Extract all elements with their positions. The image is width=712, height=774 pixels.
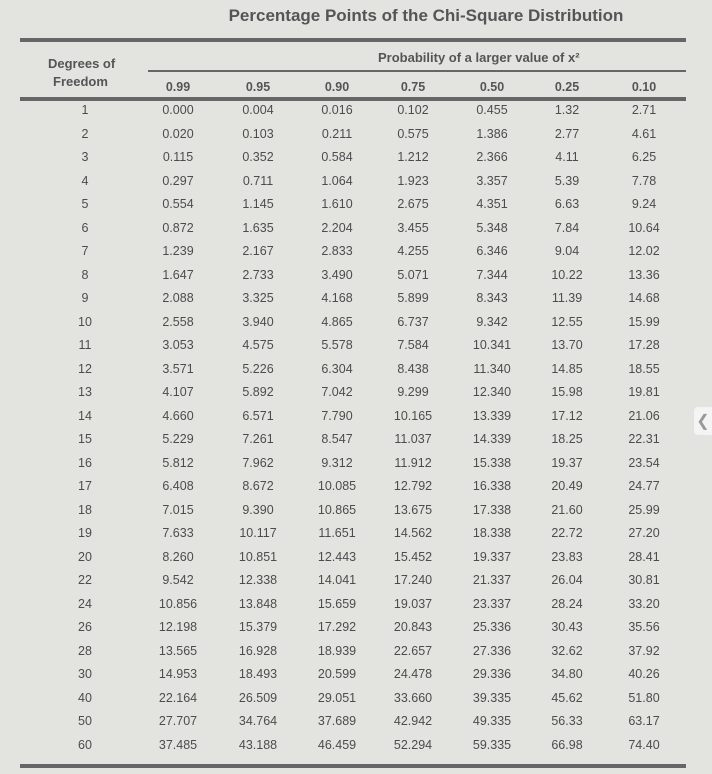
table-row: [0, 221, 712, 241]
value-cell: 14.85: [551, 361, 583, 376]
df-cell: 40: [78, 690, 92, 705]
table-row: [0, 103, 712, 123]
value-cell: 16.928: [238, 643, 278, 658]
value-cell: 0.584: [321, 150, 353, 164]
table-row: [0, 362, 712, 382]
top-rule: [20, 38, 686, 42]
value-cell: 12.198: [158, 620, 198, 634]
value-cell: 18.338: [472, 526, 512, 540]
value-cell: 4.255: [397, 244, 429, 258]
value-cell: 56.33: [551, 714, 583, 728]
value-cell: 40.26: [628, 667, 660, 681]
df-cell: 11: [78, 338, 92, 352]
value-cell: 5.229: [162, 432, 194, 446]
value-cell: 10.117: [239, 526, 277, 540]
value-cell: 33.660: [393, 690, 433, 705]
value-cell: 10.341: [472, 338, 512, 352]
value-cell: 34.764: [238, 714, 278, 728]
value-cell: 3.357: [476, 173, 508, 188]
table-row: [0, 691, 712, 711]
value-cell: 1.064: [321, 173, 353, 188]
value-cell: 13.70: [551, 338, 583, 352]
value-cell: 25.336: [472, 620, 512, 634]
value-cell: 9.299: [397, 385, 429, 399]
value-cell: 28.24: [551, 596, 583, 611]
value-cell: 7.344: [476, 267, 508, 282]
table-row: [0, 526, 712, 546]
value-cell: 21.06: [628, 408, 660, 423]
df-cell: 2: [81, 126, 89, 141]
table-row: [0, 620, 712, 640]
value-cell: 10.085: [317, 479, 357, 493]
value-cell: 0.211: [321, 126, 353, 141]
value-cell: 8.547: [321, 432, 353, 446]
value-cell: 5.578: [321, 338, 353, 352]
df-cell: 6: [81, 220, 89, 235]
value-cell: 2.204: [321, 220, 353, 235]
value-cell: 10.851: [238, 549, 278, 564]
value-cell: 2.167: [242, 244, 274, 258]
value-cell: 0.020: [162, 126, 194, 141]
value-cell: 17.28: [628, 338, 660, 352]
value-cell: 8.672: [242, 479, 274, 493]
value-cell: 14.041: [317, 573, 357, 587]
value-cell: 32.62: [551, 643, 583, 658]
table-row: [0, 197, 712, 217]
value-cell: 46.459: [317, 737, 357, 752]
df-cell: 14: [78, 408, 92, 423]
value-cell: 30.81: [628, 573, 660, 587]
value-cell: 37.689: [317, 714, 357, 728]
value-cell: 59.335: [472, 737, 512, 752]
value-cell: 5.071: [397, 267, 429, 282]
value-cell: 4.168: [321, 291, 353, 305]
df-cell: 15: [78, 432, 92, 446]
value-cell: 0.102: [397, 103, 429, 117]
table-row: [0, 738, 712, 758]
df-cell: 18: [78, 502, 92, 517]
value-cell: 0.103: [242, 126, 274, 141]
value-cell: 8.260: [162, 549, 194, 564]
df-cell: 22: [78, 573, 92, 587]
value-cell: 43.188: [238, 737, 278, 752]
df-cell: 3: [81, 150, 89, 164]
value-cell: 23.83: [551, 549, 583, 564]
value-cell: 14.68: [628, 291, 660, 305]
value-cell: 0.455: [476, 103, 508, 117]
value-cell: 20.49: [551, 479, 583, 493]
value-cell: 27.336: [472, 643, 512, 658]
value-cell: 25.99: [628, 502, 660, 517]
value-cell: 27.20: [628, 526, 660, 540]
value-cell: 7.790: [321, 408, 353, 423]
header-rule: [20, 97, 686, 101]
value-cell: 11.037: [394, 432, 432, 446]
value-cell: 10.64: [628, 220, 660, 235]
df-cell: 13: [78, 385, 92, 399]
df-cell: 30: [78, 667, 92, 681]
value-cell: 15.659: [317, 596, 357, 611]
value-cell: 12.55: [551, 314, 583, 329]
value-cell: 10.22: [551, 267, 583, 282]
value-cell: 3.571: [162, 361, 194, 376]
value-cell: 17.338: [472, 502, 512, 517]
value-cell: 10.165: [393, 408, 433, 423]
value-cell: 19.037: [393, 596, 433, 611]
value-cell: 14.562: [393, 526, 433, 540]
value-cell: 11.340: [473, 361, 511, 376]
value-cell: 16.338: [472, 479, 512, 493]
value-cell: 0.115: [162, 150, 194, 164]
df-cell: 9: [81, 291, 89, 305]
value-cell: 12.792: [393, 479, 433, 493]
value-cell: 17.12: [551, 408, 583, 423]
bottom-rule: [20, 764, 686, 768]
value-cell: 23.54: [628, 455, 660, 470]
value-cell: 13.565: [158, 643, 198, 658]
value-cell: 33.20: [628, 596, 660, 611]
value-cell: 0.004: [242, 103, 274, 117]
value-cell: 15.379: [238, 620, 278, 634]
value-cell: 18.939: [317, 643, 357, 658]
value-cell: 20.843: [393, 620, 433, 634]
value-cell: 37.92: [628, 643, 660, 658]
column-header: 0.75: [400, 80, 426, 94]
table-row: [0, 550, 712, 570]
value-cell: 7.261: [242, 432, 274, 446]
value-cell: 2.366: [476, 150, 508, 164]
value-cell: 22.31: [628, 432, 660, 446]
value-cell: 0.554: [162, 197, 194, 211]
value-cell: 24.478: [393, 667, 433, 681]
value-cell: 5.348: [476, 220, 508, 235]
value-cell: 1.145: [242, 197, 274, 211]
value-cell: 4.660: [162, 408, 194, 423]
value-cell: 0.352: [242, 150, 274, 164]
value-cell: 6.737: [397, 314, 429, 329]
value-cell: 5.812: [162, 455, 194, 470]
value-cell: 7.584: [397, 338, 429, 352]
value-cell: 17.292: [317, 620, 357, 634]
value-cell: 63.17: [628, 714, 660, 728]
value-cell: 7.042: [321, 385, 353, 399]
value-cell: 2.71: [631, 103, 657, 117]
value-cell: 6.25: [631, 150, 657, 164]
column-header: 0.10: [631, 80, 657, 94]
value-cell: 10.856: [158, 596, 198, 611]
df-label-line2: Freedom: [53, 74, 108, 89]
value-cell: 19.37: [551, 455, 583, 470]
table-row: [0, 432, 712, 452]
table-row: [0, 714, 712, 734]
value-cell: 7.78: [631, 173, 657, 188]
value-cell: 74.40: [628, 737, 660, 752]
value-cell: 66.98: [551, 737, 583, 752]
table-row: [0, 268, 712, 288]
value-cell: 9.312: [321, 455, 353, 470]
value-cell: 28.41: [628, 549, 660, 564]
value-cell: 0.575: [397, 126, 429, 141]
df-cell: 10: [78, 314, 92, 329]
value-cell: 1.923: [397, 173, 429, 188]
value-cell: 3.490: [321, 267, 353, 282]
value-cell: 22.72: [551, 526, 583, 540]
table-row: [0, 667, 712, 687]
value-cell: 4.107: [162, 385, 194, 399]
value-cell: 19.81: [628, 385, 660, 399]
column-header: 0.90: [324, 80, 350, 94]
table-row: [0, 456, 712, 476]
df-cell: 5: [81, 197, 89, 211]
df-cell: 60: [78, 737, 92, 752]
table-row: [0, 644, 712, 664]
value-cell: 8.343: [476, 291, 508, 305]
value-cell: 0.016: [321, 103, 353, 117]
df-cell: 26: [78, 620, 92, 634]
value-cell: 19.337: [472, 549, 512, 564]
table-row: [0, 244, 712, 264]
column-header: 0.95: [245, 80, 271, 94]
value-cell: 0.872: [162, 220, 194, 235]
value-cell: 29.051: [317, 690, 357, 705]
value-cell: 21.60: [551, 502, 583, 517]
value-cell: 11.39: [551, 291, 583, 305]
value-cell: 14.953: [158, 667, 198, 681]
value-cell: 6.304: [321, 361, 353, 376]
value-cell: 4.575: [242, 338, 274, 352]
value-cell: 13.848: [238, 596, 278, 611]
value-cell: 3.940: [242, 314, 274, 329]
value-cell: 11.651: [318, 526, 356, 540]
column-header: 0.99: [165, 80, 191, 94]
df-cell: 19: [78, 526, 92, 540]
column-header: 0.25: [554, 80, 580, 94]
value-cell: 24.77: [628, 479, 660, 493]
value-cell: 5.39: [554, 173, 580, 188]
column-header: 0.50: [479, 80, 505, 94]
df-cell: 16: [78, 455, 92, 470]
table-title: Percentage Points of the Chi-Square Distribution: [228, 6, 624, 25]
value-cell: 4.61: [631, 126, 657, 141]
value-cell: 5.892: [242, 385, 274, 399]
table-row: [0, 150, 712, 170]
value-cell: 1.635: [242, 220, 274, 235]
table-row: [0, 315, 712, 335]
value-cell: 6.408: [162, 479, 194, 493]
value-cell: 15.452: [393, 549, 433, 564]
table-row: [0, 291, 712, 311]
value-cell: 9.342: [476, 314, 508, 329]
value-cell: 7.84: [554, 220, 580, 235]
value-cell: 26.04: [551, 573, 583, 587]
value-cell: 22.164: [158, 690, 198, 705]
df-cell: 28: [78, 643, 92, 658]
value-cell: 11.912: [394, 455, 432, 470]
value-cell: 6.63: [554, 197, 580, 211]
table-row: [0, 385, 712, 405]
df-cell: 1: [81, 103, 89, 117]
value-cell: 14.339: [472, 432, 512, 446]
df-cell: 17: [78, 479, 92, 493]
value-cell: 1.647: [162, 267, 194, 282]
value-cell: 52.294: [393, 737, 433, 752]
value-cell: 4.351: [476, 197, 508, 211]
value-cell: 0.000: [162, 103, 194, 117]
table-row: [0, 127, 712, 147]
probability-label: Probability of a larger value of x²: [378, 50, 580, 65]
value-cell: 13.339: [472, 408, 512, 423]
df-label-line1: Degrees of: [48, 56, 116, 71]
value-cell: 12.338: [238, 573, 278, 587]
value-cell: 6.346: [476, 244, 508, 258]
table-row: [0, 573, 712, 593]
sub-rule: [148, 70, 686, 72]
value-cell: 2.77: [554, 126, 580, 141]
value-cell: 18.493: [238, 667, 278, 681]
value-cell: 39.335: [472, 690, 512, 705]
df-cell: 20: [78, 549, 92, 564]
value-cell: 51.80: [628, 690, 660, 705]
value-cell: 7.633: [162, 526, 194, 540]
value-cell: 13.675: [393, 502, 433, 517]
chevron-left-icon: ❮: [696, 413, 710, 430]
df-cell: 7: [81, 244, 89, 258]
value-cell: 23.337: [472, 596, 512, 611]
value-cell: 2.558: [162, 314, 194, 329]
value-cell: 1.212: [397, 150, 429, 164]
value-cell: 30.43: [551, 620, 583, 634]
value-cell: 1.32: [554, 103, 580, 117]
value-cell: 15.99: [628, 314, 660, 329]
value-cell: 12.02: [628, 244, 660, 258]
value-cell: 15.98: [551, 385, 583, 399]
value-cell: 6.571: [242, 408, 274, 423]
value-cell: 13.36: [628, 267, 660, 282]
value-cell: 15.338: [472, 455, 512, 470]
value-cell: 2.833: [321, 244, 353, 258]
df-cell: 12: [78, 361, 92, 376]
value-cell: 9.04: [554, 244, 580, 258]
df-cell: 50: [78, 714, 92, 728]
value-cell: 0.711: [242, 173, 274, 188]
value-cell: 9.390: [242, 502, 274, 517]
value-cell: 37.485: [158, 737, 198, 752]
df-cell: 24: [78, 596, 92, 611]
value-cell: 1.239: [162, 244, 194, 258]
value-cell: 18.55: [628, 361, 660, 376]
value-cell: 26.509: [238, 690, 278, 705]
value-cell: 22.657: [393, 643, 433, 658]
value-cell: 7.015: [162, 502, 194, 517]
value-cell: 35.56: [628, 620, 660, 634]
value-cell: 9.542: [162, 573, 194, 587]
value-cell: 49.335: [472, 714, 512, 728]
value-cell: 10.865: [317, 502, 357, 517]
value-cell: 2.675: [397, 197, 429, 211]
value-cell: 42.942: [393, 714, 433, 728]
value-cell: 7.962: [242, 455, 274, 470]
value-cell: 27.707: [158, 714, 198, 728]
value-cell: 29.336: [472, 667, 512, 681]
value-cell: 2.088: [162, 291, 194, 305]
value-cell: 45.62: [551, 690, 583, 705]
value-cell: 1.610: [321, 197, 353, 211]
value-cell: 5.226: [242, 361, 274, 376]
value-cell: 12.443: [317, 549, 357, 564]
value-cell: 3.455: [397, 220, 429, 235]
value-cell: 5.899: [397, 291, 429, 305]
value-cell: 21.337: [472, 573, 512, 587]
table-row: [0, 174, 712, 194]
value-cell: 12.340: [472, 385, 512, 399]
value-cell: 8.438: [397, 361, 429, 376]
value-cell: 1.386: [476, 126, 508, 141]
table-row: [0, 479, 712, 499]
value-cell: 4.11: [555, 150, 579, 164]
side-tab-button[interactable]: [694, 407, 712, 435]
value-cell: 17.240: [393, 573, 433, 587]
value-cell: 0.297: [162, 173, 194, 188]
value-cell: 3.325: [242, 291, 274, 305]
value-cell: 20.599: [317, 667, 357, 681]
value-cell: 2.733: [242, 267, 274, 282]
value-cell: 4.865: [321, 314, 353, 329]
table-row: [0, 338, 712, 358]
table-row: [0, 503, 712, 523]
value-cell: 34.80: [551, 667, 583, 681]
value-cell: 18.25: [551, 432, 583, 446]
table-row: [0, 597, 712, 617]
df-cell: 8: [81, 267, 89, 282]
table-row: [0, 409, 712, 429]
value-cell: 9.24: [631, 197, 657, 211]
df-cell: 4: [81, 173, 89, 188]
value-cell: 3.053: [162, 338, 194, 352]
